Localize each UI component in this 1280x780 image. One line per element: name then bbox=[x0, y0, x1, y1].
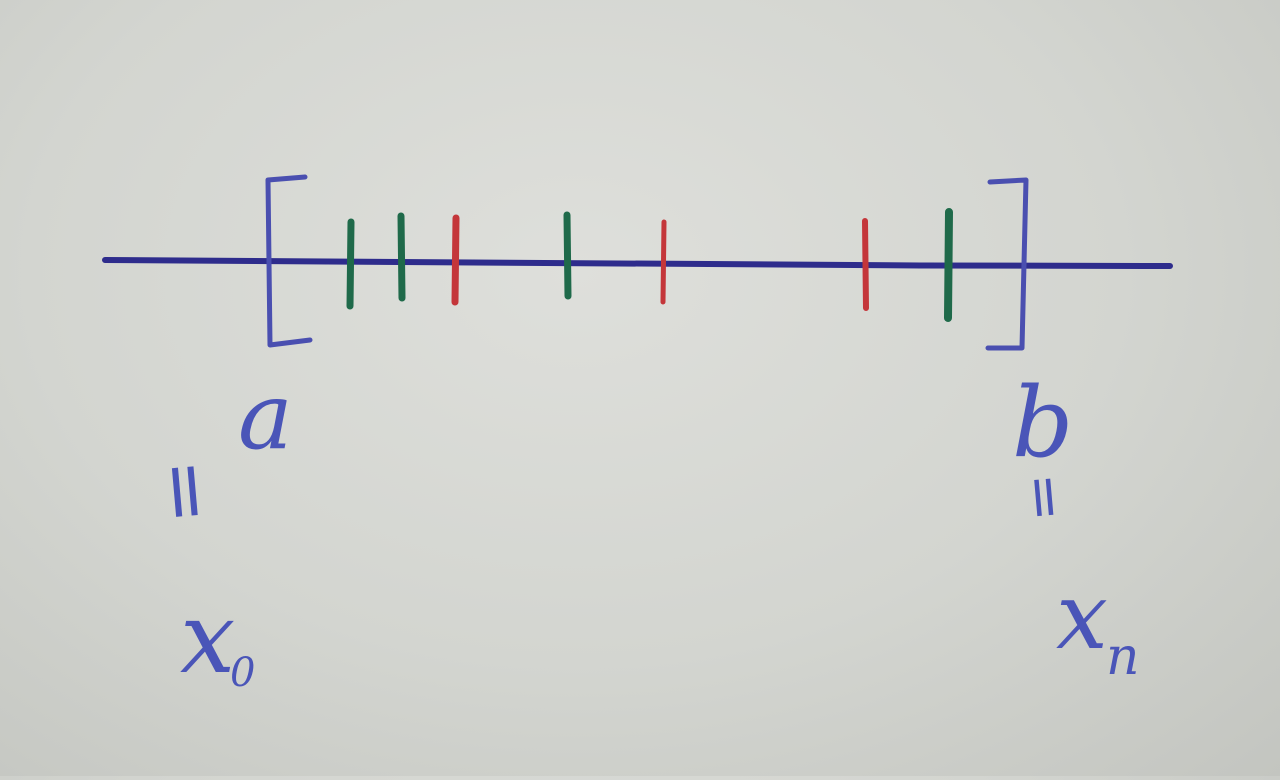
left-var-x: x bbox=[180, 582, 236, 696]
right-equals-sign: = bbox=[1005, 470, 1078, 525]
number-line bbox=[105, 260, 1170, 266]
green-tick-mark-4 bbox=[567, 215, 568, 296]
left-endpoint-label bbox=[136, 363, 293, 696]
left-subscript-0: 0 bbox=[230, 650, 256, 696]
red-tick-mark-6 bbox=[865, 221, 866, 308]
red-tick-mark-3 bbox=[455, 218, 456, 302]
right-var-x: x bbox=[1056, 563, 1108, 670]
green-tick-mark-7 bbox=[948, 212, 949, 318]
letter-a: a bbox=[238, 363, 293, 470]
green-tick-mark-1 bbox=[350, 222, 351, 306]
left-equals-sign: = bbox=[135, 455, 231, 529]
letter-b: b bbox=[1012, 367, 1074, 479]
right-subscript-n: n bbox=[1106, 627, 1140, 687]
red-tick-mark-5 bbox=[663, 222, 664, 302]
green-tick-mark-2 bbox=[401, 216, 402, 298]
right-endpoint-label bbox=[1006, 367, 1140, 687]
